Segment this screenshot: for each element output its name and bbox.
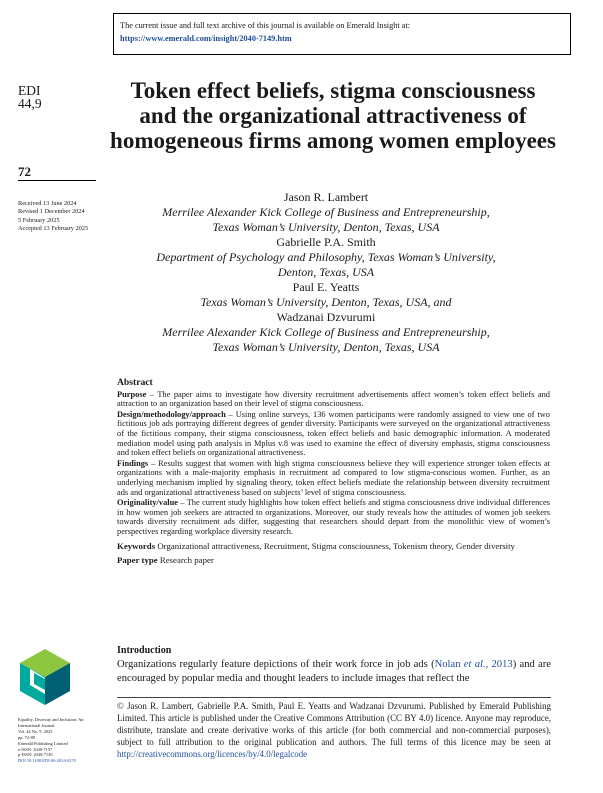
page-number: 72 xyxy=(18,164,31,179)
abstract-text: – The paper aims to investigate how diversity recruitment advertisements affect women’s token effect beliefs and attraction to an organization based on their level of stigma consciousness. xyxy=(117,389,550,409)
abstract xyxy=(117,378,550,566)
journal-volume: 44,9 xyxy=(18,96,42,111)
author-list xyxy=(116,190,536,355)
paper-type-label: Paper type xyxy=(117,554,158,565)
article-dates xyxy=(18,200,88,234)
author-name: Jason R. Lambert xyxy=(283,190,369,204)
date-revised-second: 5 February 2025 xyxy=(18,216,60,224)
introduction-heading: Introduction xyxy=(117,645,172,656)
abstract-purpose xyxy=(117,390,550,409)
citation-etal: et al. xyxy=(460,659,486,670)
keywords-text: Organizational attractiveness, Recruitment, Stigma consciousness, Tokenism theory, Gender diversity xyxy=(155,540,515,551)
citation-year: , 2013 xyxy=(485,659,513,670)
journal-meta-line: Equality, Diversity and Inclusion: An xyxy=(18,717,84,722)
abstract-originality xyxy=(117,498,550,536)
author-affiliation: Merrilee Alexander Kick College of Business and Entrepreneurship, xyxy=(162,325,490,339)
author-affiliation: Merrilee Alexander Kick College of Business and Entrepreneurship, xyxy=(162,205,490,219)
author-affiliation: Department of Psychology and Philosophy, Texas Woman’s University, xyxy=(156,250,496,264)
journal-url-link[interactable]: https://www.emerald.com/insight/2040-7149.htm xyxy=(120,34,292,43)
archive-notice-text: The current issue and full text archive of this journal is available on Emerald Insight at: xyxy=(120,21,411,30)
copyright-notice xyxy=(117,700,551,760)
author-affiliation: Texas Woman’s University, Denton, Texas, USA, and xyxy=(200,295,452,309)
paper-type-text: Research paper xyxy=(157,554,214,565)
abstract-text: – Using online surveys, 136 women participants were randomly assigned to view one of two fictitious job ads portraying different degrees of gender diversity. Participants were surveyed on the organizational attractiveness of the fictitious company, their stigma consciousness, token effect beliefs and basic demographic information. A moderated mediation model using path analysis in Mplus v.8 was used to examine the effect of diversity emphasis, stigma consciousness and token effect beliefs on organizational attractiveness. xyxy=(117,409,550,458)
abstract-design xyxy=(117,410,550,458)
author-name: Paul E. Yeatts xyxy=(292,280,360,294)
journal-logo-icon xyxy=(16,647,74,707)
journal-meta-line: pp. 72-88 xyxy=(18,734,35,740)
doi-link[interactable]: DOI 10.1108/EDI-06-2024-0270 xyxy=(18,758,76,764)
author-affiliation: Texas Woman’s University, Denton, Texas, USA xyxy=(212,340,440,354)
journal-meta-line: Vol. 44 No. 9, 2025 xyxy=(18,728,53,734)
page-number-rule xyxy=(18,180,96,181)
abstract-findings xyxy=(117,459,550,497)
author-affiliation: Denton, Texas, USA xyxy=(277,265,375,279)
introduction-body xyxy=(117,658,551,686)
intro-text: ) and are encouraged by popular media and thought leaders to include images that reflect the xyxy=(117,659,551,684)
abstract-label: Design/methodology/approach xyxy=(117,409,226,419)
keywords xyxy=(117,541,550,552)
journal-meta-line: p-ISSN: 2040-7149 xyxy=(18,752,53,758)
date-revised: Revised 1 December 2024 xyxy=(18,208,85,216)
abstract-label: Originality/value xyxy=(117,498,178,508)
journal-meta-line: International Journal xyxy=(18,722,55,728)
copyright-text: © Jason R. Lambert, Gabrielle P.A. Smith, Paul E. Yeatts and Wadzanai Dzvurumi. Published by Emerald Publishing Limited. This article is published under the Creative Commons Attribution (CC BY 4.0) licence. Anyone may reproduce, distribute, translate and create derivative works of this article (for both commercial and non-commercial purposes), subject to full attribution to the original publication and authors. The full terms of this licence may be seen at xyxy=(117,701,551,747)
date-received: Received 13 June 2024 xyxy=(18,200,77,207)
abstract-text: – Results suggest that women with high stigma consciousness believe they will experience stronger token effects at organizations with a male-majority emphasis in recruitment ad compared to low stigma-conscious women. Further, as an underlying mechanism implied by signaling theory, token effect beliefs mediate the relationship between diversity recruitment ads and organizational attractiveness based on subjects’ level of stigma consciousness. xyxy=(117,458,550,497)
author-name: Gabrielle P.A. Smith xyxy=(276,235,376,249)
copyright-rule xyxy=(117,697,551,698)
abstract-label: Findings xyxy=(117,458,149,468)
license-link[interactable]: http://creativecommons.org/licences/by/4.0/legalcode xyxy=(117,749,308,759)
abstract-text: – The current study highlights how token effect beliefs and stigma consciousness drive individual differences in how women job seekers are attracted to organizations. Moreover, our study reveals how the attitudes of women job seekers towards diversity recruitment ads differ, suggesting that researchers should depart from the monolithic view of women’s perspectives regarding workplace diversity research. xyxy=(117,498,550,536)
archive-notice-box xyxy=(113,13,571,55)
citation-link[interactable] xyxy=(435,659,513,670)
author-name: Wadzanai Dzvurumi xyxy=(276,310,376,324)
author-affiliation: Texas Woman’s University, Denton, Texas, USA xyxy=(212,220,440,234)
abstract-label: Purpose xyxy=(117,389,147,399)
journal-abbreviation: EDI xyxy=(18,83,41,98)
citation-author: Nolan xyxy=(434,659,461,670)
keywords-label: Keywords xyxy=(117,540,156,551)
journal-meta-line: e-ISSN: 2040-7157 xyxy=(18,746,53,752)
journal-meta-line: Emerald Publishing Limited xyxy=(18,740,68,746)
abstract-heading: Abstract xyxy=(117,377,153,388)
date-accepted: Accepted 13 February 2025 xyxy=(18,225,89,233)
journal-metadata xyxy=(18,717,98,764)
article-title: Token effect beliefs, stigma consciousness and the organizational attractiveness of homogeneous firms among women employees xyxy=(110,78,556,153)
intro-text: Organizations regularly feature depictions of their work force in job ads ( xyxy=(117,659,435,670)
paper-type xyxy=(117,556,550,566)
